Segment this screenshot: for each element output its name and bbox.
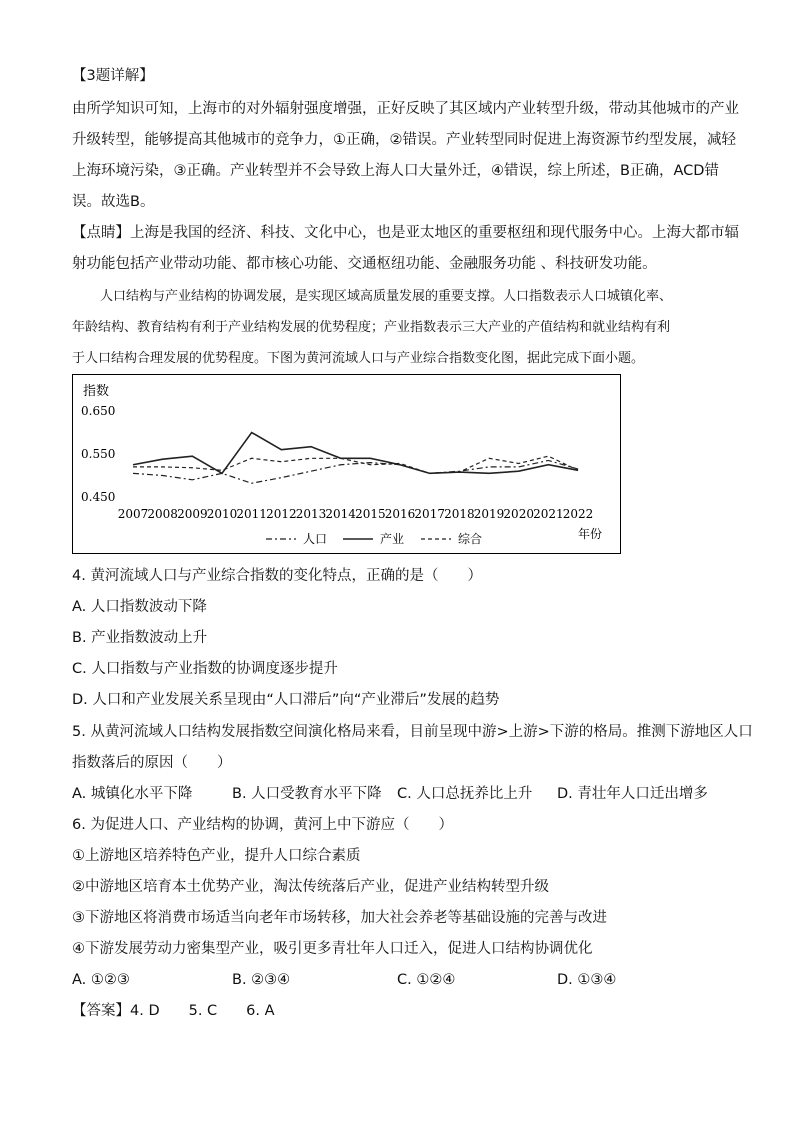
intro-line-3: 于人口结构合理发展的优势程度。下图为黄河流域人口与产业综合指数变化图，据此完成下面小题。 <box>72 351 645 366</box>
y-axis-label: 指数 <box>83 384 110 399</box>
q6-item-2: ②中游地区培育本土优势产业，淘汰传统落后产业，促进产业结构转型升级 <box>72 879 549 895</box>
y-tick-label: 0.450 <box>81 490 116 504</box>
q4-option-d: D. 人口和产业发展关系呈现由“人口滞后”向“产业滞后”发展的趋势 <box>72 692 500 708</box>
x-tick-label: 2012 <box>266 507 297 521</box>
q6-option-a: A. ①②③ <box>72 972 130 988</box>
q6-item-4: ④下游发展劳动力密集型产业，吸引更多青壮年人口迁入，促进人口结构协调优化 <box>72 941 593 957</box>
x-axis-label: 年份 <box>578 527 603 541</box>
x-tick-label: 2015 <box>355 507 386 521</box>
intro-line-2: 年龄结构、教育结构有利于产业结构发展的优势程度；产业指数表示三大产业的产值结构和就业结构有利 <box>72 320 671 335</box>
series-line-industry <box>133 433 578 474</box>
q6-item-3: ③下游地区将消费市场适当向老年市场转移，加大社会养老等基础设施的完善与改进 <box>72 910 607 926</box>
x-tick-label: 2018 <box>444 507 475 521</box>
x-tick-label: 2010 <box>206 507 238 521</box>
q6-option-d: D. ①③④ <box>557 972 617 988</box>
legend-label-population: 人口 <box>303 532 328 546</box>
line-chart-svg <box>73 375 620 553</box>
x-tick-label: 2016 <box>384 507 416 521</box>
x-tick-label: 2020 <box>503 507 534 521</box>
q6-stem: 6. 为促进人口、产业结构的协调，黄河上中下游应（ ） <box>72 817 453 833</box>
section3-line-4: 误。故选B。 <box>72 194 155 210</box>
q5-option-d: D. 青壮年人口迁出增多 <box>557 786 708 802</box>
q5-stem-line-2: 指数落后的原因（ ） <box>72 755 232 771</box>
x-tick-label: 2011 <box>236 507 267 521</box>
x-tick-label: 2017 <box>414 507 445 521</box>
answer-label: 【答案】 <box>72 1003 130 1019</box>
section3-line-2: 升级转型，能够提高其他城市的竞争力，①正确，②错误。产业转型同时促进上海资源节约型发展，减轻 <box>72 132 736 148</box>
q6-option-c: C. ①②④ <box>397 972 456 988</box>
x-tick-label: 2007 <box>117 507 149 521</box>
q4-stem: 4. 黄河流域人口与产业综合指数的变化特点，正确的是（ ） <box>72 568 482 584</box>
x-tick-label: 2019 <box>473 507 505 521</box>
y-tick-label: 0.650 <box>81 404 116 418</box>
x-tick-label: 2013 <box>295 507 327 521</box>
q5-stem-line-1: 5. 从黄河流域人口结构发展指数空间演化格局来看，目前呈现中游>上游>下游的格局。推测下游地区人口 <box>72 724 753 740</box>
q4-option-a: A. 人口指数波动下降 <box>72 599 207 615</box>
x-tick-label: 2009 <box>177 507 208 521</box>
q6-item-1: ①上游地区培养特色产业，提升人口综合素质 <box>72 848 361 864</box>
section3-line-3: 上海环境污染，③正确。产业转型并不会导致上海人口大量外迁，④错误，综上所述，B正确，ACD错 <box>72 163 719 179</box>
x-tick-label: 2008 <box>147 507 178 521</box>
line-chart <box>72 374 621 554</box>
section3-line-1: 由所学知识可知，上海市的对外辐射强度增强，正好反映了其区域内产业转型升级，带动其他城市的产业 <box>72 101 739 117</box>
y-tick-label: 0.550 <box>81 447 116 461</box>
q6-option-b: B. ②③④ <box>232 972 291 988</box>
x-tick-label: 2014 <box>325 507 356 521</box>
q5-option-c: C. 人口总抚养比上升 <box>397 786 533 802</box>
x-tick-label: 2021 <box>533 507 564 521</box>
legend-label-composite: 综合 <box>458 532 483 546</box>
answer-line <box>72 1001 275 1021</box>
q4-option-b: B. 产业指数波动上升 <box>72 630 208 646</box>
section3-heading: 【3题详解】 <box>72 68 154 84</box>
q4-option-c: C. 人口指数与产业指数的协调度逐步提升 <box>72 661 338 677</box>
dianjing-line-1: 【点睛】上海是我国的经济、科技、文化中心，也是亚太地区的重要枢纽和现代服务中心。上海大都市辐 <box>72 225 739 241</box>
x-tick-label: 2022 <box>562 507 594 521</box>
q5-option-a: A. 城镇化水平下降 <box>72 786 193 802</box>
legend-label-industry: 产业 <box>380 532 405 546</box>
answer-text: 4. D 5. C 6. A <box>130 1003 275 1019</box>
dianjing-line-2: 射功能包括产业带动功能、都市核心功能、交通枢纽功能、金融服务功能 、科技研发功能。 <box>72 256 657 272</box>
intro-line-1: 人口结构与产业结构的协调发展，是实现区域高质量发展的重要支撑。人口指数表示人口城镇化率、 <box>100 289 673 304</box>
q5-option-b: B. 人口受教育水平下降 <box>232 786 382 802</box>
